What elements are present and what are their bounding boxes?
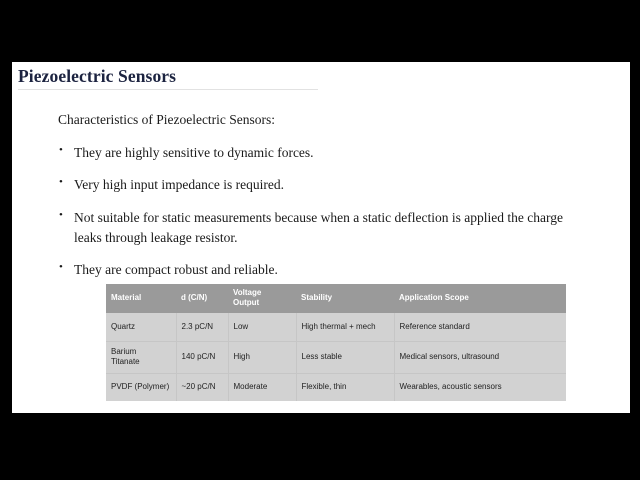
column-header-stability: Stability [296, 284, 394, 313]
cell-voltage-output: Low [228, 313, 296, 341]
cell-application-scope: Medical sensors, ultrasound [394, 341, 566, 373]
column-header-voltage-output [228, 284, 296, 313]
table-row [106, 313, 566, 341]
column-header-material: Material [106, 284, 176, 313]
bullet-marker-icon: • [59, 209, 63, 221]
cell-application-scope: Reference standard [394, 313, 566, 341]
table-row [106, 341, 566, 373]
column-header-d-constant: d (C/N) [176, 284, 228, 313]
cell-voltage-output: High [228, 341, 296, 373]
list-item [58, 208, 618, 247]
cell-material-line1: Barium [111, 346, 137, 356]
cell-material: PVDF (Polymer) [106, 373, 176, 401]
table-row [106, 373, 566, 401]
cell-material: Quartz [106, 313, 176, 341]
cell-stability: High thermal + mech [296, 313, 394, 341]
column-header-voltage-output-line1: Voltage [233, 288, 262, 297]
list-item [58, 175, 618, 195]
cell-material [106, 341, 176, 373]
bullet-marker-icon: • [59, 176, 63, 189]
cell-voltage-output: Moderate [228, 373, 296, 401]
intro-text: Characteristics of Piezoelectric Sensors: [58, 112, 276, 127]
page-title: Piezoelectric Sensors [18, 66, 177, 86]
bullet-marker-icon: • [59, 143, 63, 156]
column-header-voltage-output-line2: Output [233, 298, 260, 307]
list-item-label: They are compact robust and reliable. [74, 262, 278, 278]
cell-stability: Less stable [296, 341, 394, 373]
slide-body [58, 112, 618, 293]
title-divider [18, 89, 318, 90]
cell-d-constant: 140 pC/N [176, 341, 228, 373]
list-item [58, 143, 618, 163]
list-item-label: Very high input impedance is required. [74, 177, 284, 193]
cell-d-constant: ~20 pC/N [176, 373, 228, 401]
cell-application-scope: Wearables, acoustic sensors [394, 373, 566, 401]
piezoelectric-materials-table [106, 284, 566, 401]
column-header-application-scope: Application Scope [394, 284, 566, 313]
cell-d-constant: 2.3 pC/N [176, 313, 228, 341]
list-item-label: They are highly sensitive to dynamic forces. [74, 144, 314, 160]
list-item [58, 260, 618, 280]
cell-stability: Flexible, thin [296, 373, 394, 401]
list-item-label: Not suitable for static measurements because when a static deflection is applied the charge leaks through leakage resistor. [74, 210, 563, 245]
slide-canvas [12, 62, 630, 413]
table-header-row [106, 284, 566, 313]
cell-material-line2: Titanate [111, 357, 140, 366]
bullet-marker-icon: • [59, 261, 63, 274]
